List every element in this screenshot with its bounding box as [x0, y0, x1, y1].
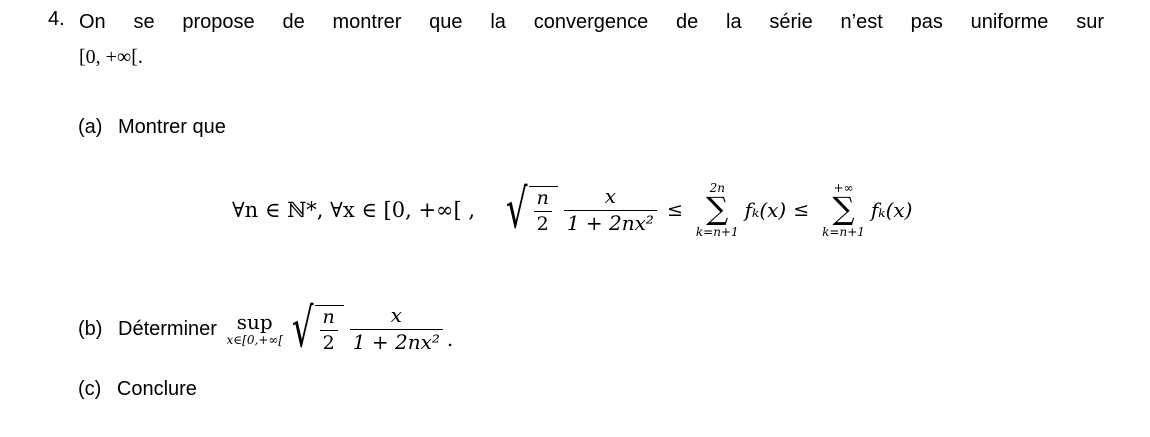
relation-leq-1: ≤ [666, 199, 683, 222]
equation-a-quantifiers: ∀n ∈ ℕ*, ∀x ∈ [0, +∞[ , [232, 198, 476, 223]
sqrt-expression-b [290, 298, 344, 361]
fraction-bar [320, 330, 338, 331]
fraction-bar [534, 211, 552, 212]
item-4-number: 4. [48, 8, 65, 30]
supremum-label: sup [236, 309, 273, 334]
fraction-denominator: 2 [322, 331, 335, 354]
sub-item-a-label: (a) [78, 116, 103, 138]
supremum-limit: x∈[0,+∞[ [226, 332, 284, 347]
summation-2 [822, 182, 865, 238]
equation-b [223, 298, 454, 361]
sqrt-radicand-a [529, 186, 558, 234]
item-4-body [79, 8, 1106, 72]
summation-1 [696, 182, 739, 238]
equation-b-period: . [446, 327, 454, 352]
sub-item-c-label: (c) [78, 378, 102, 400]
sub-item-b-label: (b) [78, 317, 103, 340]
sigma-icon: ∑ [832, 191, 855, 227]
fraction-numerator: n [322, 306, 335, 329]
sub-item-b [78, 298, 454, 361]
fraction-denominator: 2 [536, 212, 549, 235]
sub-item-c [78, 378, 197, 401]
sub-item-a-text: Montrer que [118, 116, 226, 138]
radical-icon: √ [506, 179, 528, 242]
supremum-operator [226, 309, 284, 347]
sub-item-b-text: Déterminer [118, 317, 217, 340]
radical-icon: √ [291, 298, 314, 361]
summation-2-term: fₖ(x) [870, 198, 913, 223]
sigma-icon: ∑ [706, 191, 729, 227]
fraction-numerator: n [536, 187, 549, 210]
relation-leq-2: ≤ [793, 199, 810, 222]
summation-lower-limit: k=n+1 [822, 225, 865, 240]
fraction-n-over-2-b [320, 307, 338, 353]
item-4-line-1: On se propose de montrer que la convergence de la série n’est pas uniforme sur [79, 11, 1104, 33]
fraction-numerator: x [604, 183, 617, 208]
fraction-denominator: 1 + 2nx² [352, 329, 440, 354]
exercise-item-4 [48, 8, 1106, 72]
summation-upper-limit: 2n [709, 181, 725, 195]
summation-1-term: fₖ(x) [744, 198, 787, 223]
fraction-denominator: 1 + 2nx² [566, 210, 654, 235]
sub-item-c-text: Conclure [116, 378, 197, 400]
summation-upper-limit: +∞ [833, 181, 854, 195]
fraction-x-over-1plus2nx2-b [350, 305, 443, 353]
fraction-n-over-2-a [534, 188, 552, 234]
sqrt-radicand-b [315, 305, 344, 353]
fraction-x-over-1plus2nx2-a [564, 183, 657, 235]
summation-lower-limit: k=n+1 [695, 225, 739, 240]
sub-item-a [78, 116, 226, 139]
item-4-line-2: [0, +∞[. [79, 46, 143, 68]
equation-a [232, 179, 913, 242]
fraction-numerator: x [390, 303, 402, 327]
sqrt-expression-a [504, 179, 558, 242]
